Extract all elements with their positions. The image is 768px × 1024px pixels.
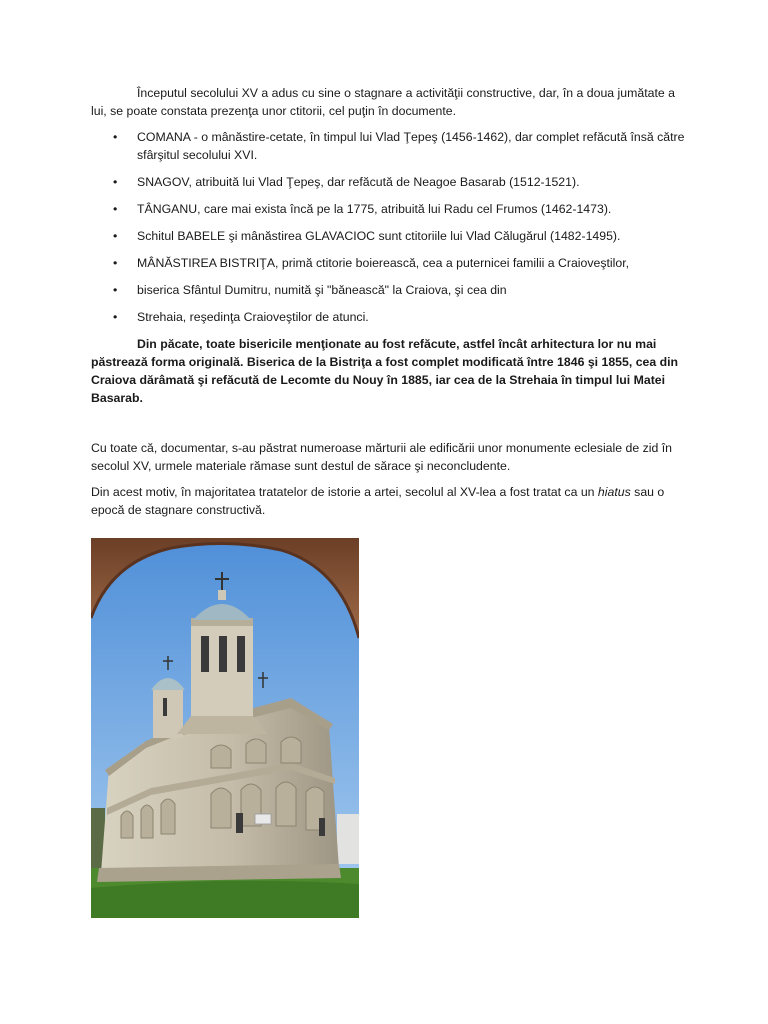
list-item bbox=[91, 128, 691, 164]
list-item bbox=[91, 173, 691, 191]
list-item bbox=[91, 254, 691, 272]
bullet-marker: • bbox=[113, 256, 118, 270]
list-item-text: Strehaia, reşedinţa Craioveştilor de atunci. bbox=[137, 310, 369, 324]
bullet-marker: • bbox=[113, 130, 118, 144]
church-window bbox=[319, 818, 325, 836]
bullet-marker: • bbox=[113, 310, 118, 324]
list-item-text: biserica Sfântul Dumitru, numită şi "bănească" la Craiova, şi cea din bbox=[137, 283, 507, 297]
list-item bbox=[91, 200, 691, 218]
church-photo bbox=[91, 538, 359, 918]
hiatus-emphasis: hiatus bbox=[597, 485, 631, 499]
ac-unit bbox=[255, 814, 271, 824]
church-window bbox=[236, 813, 243, 833]
list-item-text: COMANA - o mânăstire-cetate, în timpul lui Vlad Ţepeş (1456-1462), dar complet refăcută însă către sfârşitul secolului XVI. bbox=[137, 130, 685, 162]
bullet-marker: • bbox=[113, 175, 118, 189]
bold-paragraph: Din păcate, toate bisericile menţionate au fost refăcute, astfel încât arhitectura lor nu mai păstrează forma originală. Biserica de la Bistriţa a fost complet modificată între 1846 şi 1855, cea din Craiova dărâmată şi refăcută de Lecomte du Nouy în 1885, iar cea de la Strehaia în timpul lui Matei Basarab. bbox=[91, 337, 679, 405]
paragraph-spacer bbox=[91, 415, 691, 439]
paragraph-hiatus bbox=[91, 483, 691, 519]
list-item bbox=[91, 308, 691, 326]
paragraph-hiatus-before: Din acest motiv, în majoritatea tratatelor de istorie a artei, secolul al XV-lea a fost tratat ca un bbox=[91, 485, 598, 499]
intro-paragraph: Începutul secolului XV a adus cu sine o stagnare a activităţii constructive, dar, în a doua jumătate a lui, se poate constata prezenţa unor ctitorii, cel puţin în documente. bbox=[91, 86, 675, 118]
paragraph-documentary: Cu toate că, documentar, s-au păstrat numeroase mărturii ale edificării unor monumente eclesiale de zid în secolul XV, urmele materiale rămase sunt destul de sărace şi neconcludente. bbox=[91, 441, 672, 473]
bullet-marker: • bbox=[113, 283, 118, 297]
background-building bbox=[337, 814, 359, 864]
list-item-text: SNAGOV, atribuită lui Vlad Ţepeş, dar refăcută de Neagoe Basarab (1512-1521). bbox=[137, 175, 580, 189]
list-item-text: TÂNGANU, care mai exista încă pe la 1775, atribuită lui Radu cel Frumos (1462-1473). bbox=[137, 202, 612, 216]
list-item-text: Schitul BABELE şi mânăstirea GLAVACIOC sunt ctitoriile lui Vlad Călugărul (1482-1495). bbox=[137, 229, 621, 243]
bullet-marker: • bbox=[113, 202, 118, 216]
list-item bbox=[91, 281, 691, 299]
bullet-marker: • bbox=[113, 229, 118, 243]
list-item-text: MÂNĂSTIREA BISTRIŢA, primă ctitorie boierească, cea a puternicei familii a Craioveştilor, bbox=[137, 256, 630, 270]
list-item bbox=[91, 227, 691, 245]
paragraph-hiatus-after: sau o epocă de stagnare constructivă. bbox=[91, 485, 665, 517]
small-tower bbox=[153, 688, 183, 738]
bullet-list bbox=[91, 128, 691, 326]
document-page bbox=[91, 84, 691, 527]
